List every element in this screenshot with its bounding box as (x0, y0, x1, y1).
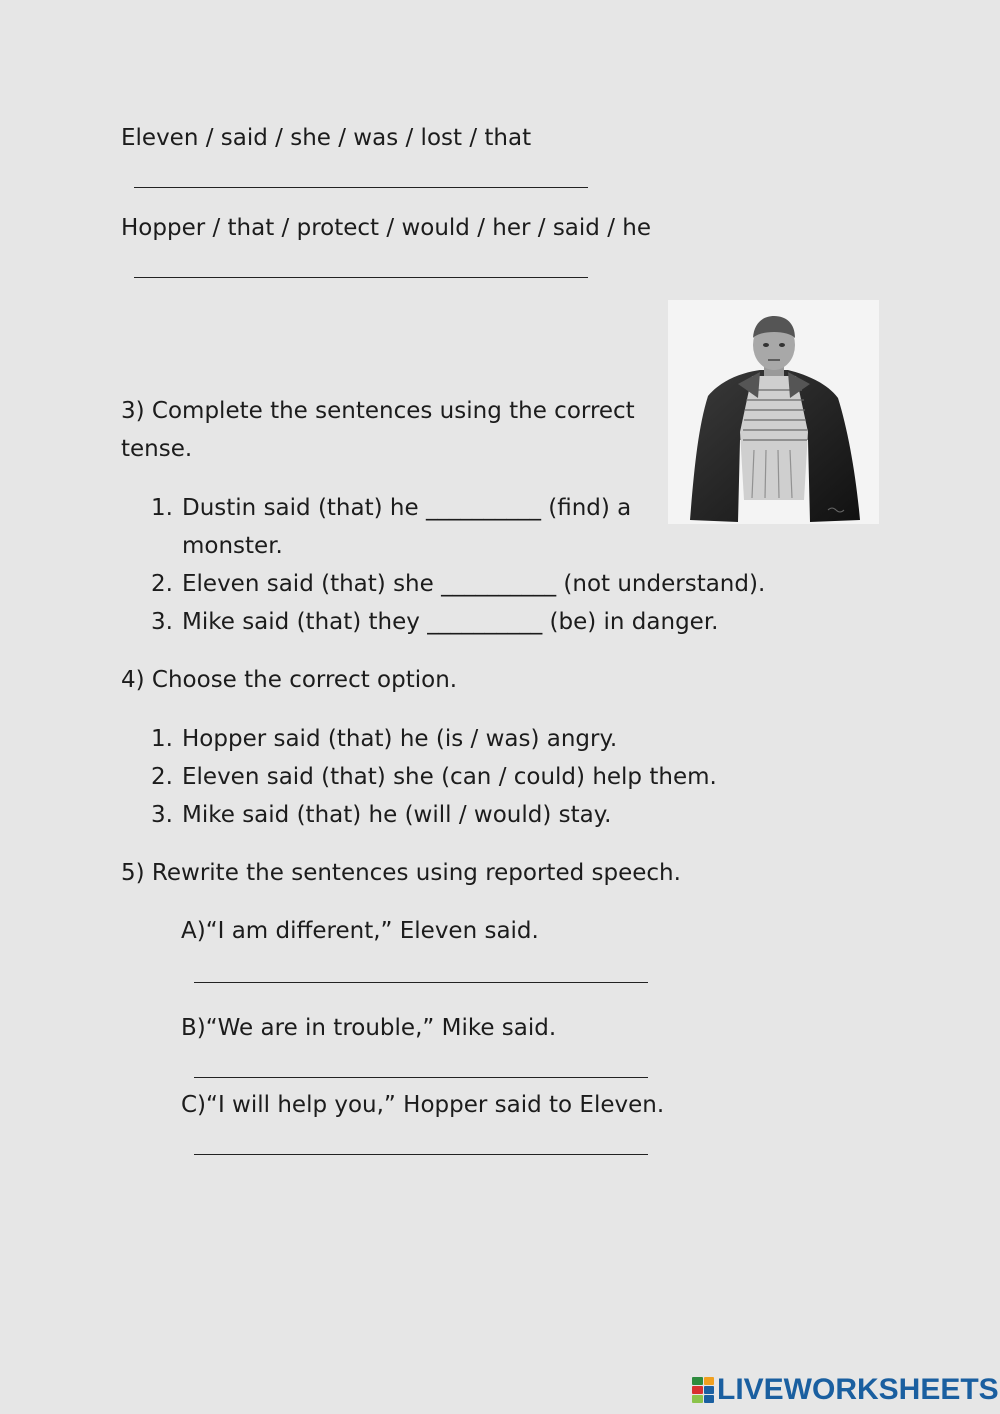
answer-line-a[interactable] (194, 982, 648, 983)
exercise-4-item-3[interactable]: Mike said (that) he (will / would) stay. (182, 802, 612, 828)
exercise-5-item-a: A)“I am different,” Eleven said. (181, 918, 539, 944)
exercise-3-item-2[interactable]: Eleven said (that) she __________ (not understand). (182, 571, 766, 597)
liveworksheets-logo (692, 1374, 999, 1406)
liveworksheets-logo-mark-icon (692, 1377, 714, 1403)
exercise-3-item-3-number: 3. (151, 609, 173, 635)
eleven-pencil-drawing-icon (668, 300, 879, 524)
answer-line-2[interactable] (134, 277, 588, 278)
exercise-3-item-3[interactable]: Mike said (that) they __________ (be) in danger. (182, 609, 719, 635)
answer-line-b[interactable] (194, 1077, 648, 1078)
exercise-2-prompt-2: Hopper / that / protect / would / her / said / he (121, 215, 651, 241)
exercise-5-item-c: C)“I will help you,” Hopper said to Eleven. (181, 1092, 665, 1118)
exercise-4-item-1-number: 1. (151, 726, 173, 752)
exercise-3-item-1-number: 1. (151, 495, 173, 521)
exercise-4-heading: 4) Choose the correct option. (121, 667, 458, 693)
exercise-4-item-2-number: 2. (151, 764, 173, 790)
exercise-3-item-2-number: 2. (151, 571, 173, 597)
exercise-4-item-3-number: 3. (151, 802, 173, 828)
answer-line-c[interactable] (194, 1154, 648, 1155)
exercise-5-heading: 5) Rewrite the sentences using reported speech. (121, 860, 681, 886)
liveworksheets-logo-text: LIVEWORKSHEETS (717, 1373, 999, 1406)
exercise-3-item-1[interactable]: Dustin said (that) he __________ (find) a (182, 495, 632, 521)
exercise-4-item-1[interactable]: Hopper said (that) he (is / was) angry. (182, 726, 618, 752)
eleven-drawing-image (668, 300, 879, 524)
exercise-3-heading-line-2: tense. (121, 436, 193, 462)
exercise-5-item-b: B)“We are in trouble,” Mike said. (181, 1015, 557, 1041)
exercise-3-heading-line-1: 3) Complete the sentences using the correct (121, 398, 635, 424)
exercise-2-prompt-1: Eleven / said / she / was / lost / that (121, 125, 532, 151)
answer-line-1[interactable] (134, 187, 588, 188)
exercise-4-item-2[interactable]: Eleven said (that) she (can / could) help them. (182, 764, 717, 790)
exercise-3-item-1-continued: monster. (182, 533, 283, 559)
